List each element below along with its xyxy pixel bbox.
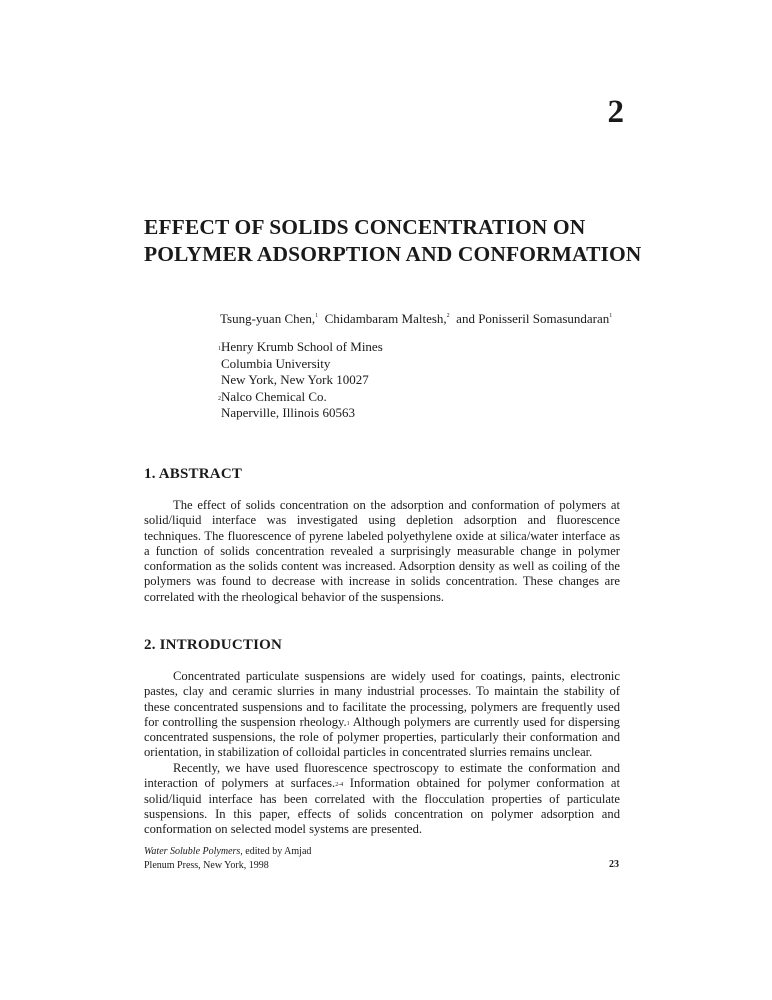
affiliation-line: $^2$Nalco Chemical Co. xyxy=(218,388,327,404)
abstract-paragraph: The effect of solids concentration on the adsorption and conformation of polymers at solid/liquid interface was investigated using depletion adsorption and fluorescence techniques. The fluorescence of pyrene labeled polyethylene oxide at silica/water interface as a function of solids concentration revealed a surprisingly measurable change in polymer conformation as the solids content was increased. Adsorption density as well as coiling of the polymers was found to decrease with increase in solids concentration. These changes are correlated with the rheological behavior of the suspensions. xyxy=(144,498,620,604)
page-number: 23 xyxy=(609,859,619,870)
author-list xyxy=(220,311,612,327)
author-affiliation-mark: 2 xyxy=(446,313,450,319)
introduction-paragraph: Recently, we have used fluorescence spectroscopy to estimate the conformation and interaction of polymers at surfaces.$^{2-4}$ Information obtained for polymer conformation at solid/liquid interface has been correlated with the flocculation properties of particulate suspensions. In this paper, effects of solids concentration on polymer adsorption and conformation on selected model systems are presented. xyxy=(144,761,621,837)
paper-title: EFFECT OF SOLIDS CONCENTRATION ON POLYMER ADSORPTION AND CONFORMATION xyxy=(144,215,642,266)
book-citation xyxy=(144,845,311,859)
affiliation-line: New York, New York 10027 xyxy=(221,372,369,387)
editor-note: edited by Amjad xyxy=(242,846,312,857)
author-name: Chidambaram Maltesh, xyxy=(324,311,447,326)
chapter-number: 2 xyxy=(607,94,624,130)
abstract-heading: 1. ABSTRACT xyxy=(144,466,243,482)
publication-footer xyxy=(144,845,311,873)
affiliations xyxy=(218,339,383,422)
affiliation-line: Columbia University xyxy=(221,355,331,371)
author-affiliation-mark: 1 xyxy=(609,313,613,319)
affiliation-mark: 2 xyxy=(218,395,221,402)
affiliation-mark: 1 xyxy=(218,346,221,352)
book-title: Water Soluble Polymers, xyxy=(144,846,243,857)
affiliation-line: $^1$Henry Krumb School of Mines xyxy=(218,339,383,354)
author-affiliation-mark: 1 xyxy=(315,313,319,319)
affiliation-line: Naperville, Illinois 60563 xyxy=(221,405,355,420)
author-name: Tsung-yuan Chen, xyxy=(220,311,316,326)
introduction-paragraph: Concentrated particulate suspensions are widely used for coatings, paints, electronic pastes, clay and ceramic slurries in many industrial processes. To maintain the stability of these concentrated suspensions and to facilitate the processing, polymers are frequently used for controlling the suspension rheology.$^1$ Although polymers are currently used for dispersing concentrated suspensions, the role of polymer properties, particularly their conformation and orientation, in stabilization of colloidal particles in concentrated slurries remains unclear. xyxy=(144,669,620,760)
introduction-heading: 2. INTRODUCTION xyxy=(144,637,283,653)
citation-ref: 1 xyxy=(346,720,350,727)
publisher-line: Plenum Press, New York, 1998 xyxy=(144,860,269,871)
citation-ref: 2-4 xyxy=(335,782,344,789)
author-name: and Ponisseril Somasundaran xyxy=(456,311,610,326)
